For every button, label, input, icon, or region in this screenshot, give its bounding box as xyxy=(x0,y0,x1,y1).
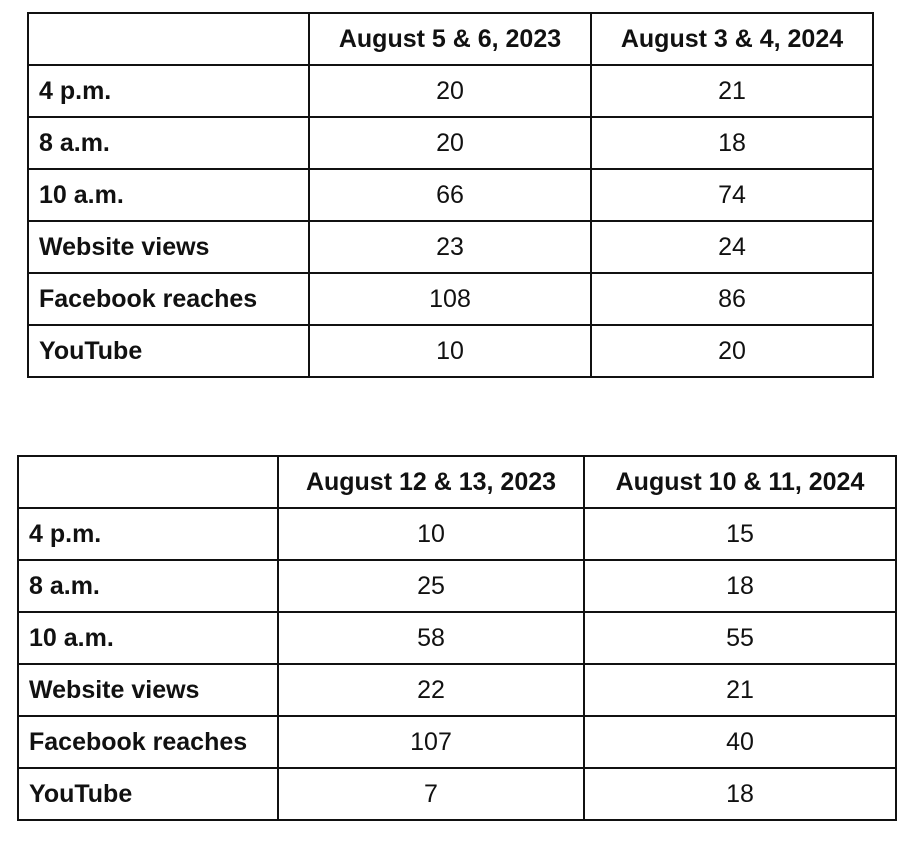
table-cell: 40 xyxy=(584,716,896,768)
table-row xyxy=(18,664,896,716)
table-cell: 20 xyxy=(591,325,873,377)
table-cell: 66 xyxy=(309,169,591,221)
table-row xyxy=(18,716,896,768)
attendance-table-2 xyxy=(17,455,897,821)
table-cell: 58 xyxy=(278,612,584,664)
table-cell: 7 xyxy=(278,768,584,820)
table-cell: 21 xyxy=(591,65,873,117)
row-label: Website views xyxy=(28,221,309,273)
table-cell: 55 xyxy=(584,612,896,664)
table-row xyxy=(28,325,873,377)
row-label: YouTube xyxy=(28,325,309,377)
table-cell: 18 xyxy=(584,768,896,820)
row-label: 4 p.m. xyxy=(28,65,309,117)
column-header: August 5 & 6, 2023 xyxy=(309,13,591,65)
table-row xyxy=(18,508,896,560)
table-cell: 21 xyxy=(584,664,896,716)
table-row xyxy=(18,560,896,612)
row-label: 8 a.m. xyxy=(28,117,309,169)
row-label: 10 a.m. xyxy=(18,612,278,664)
table-cell: 108 xyxy=(309,273,591,325)
table-cell: 15 xyxy=(584,508,896,560)
table-row xyxy=(18,768,896,820)
table-cell: 20 xyxy=(309,117,591,169)
header-corner-cell xyxy=(28,13,309,65)
table-cell: 24 xyxy=(591,221,873,273)
table-cell: 86 xyxy=(591,273,873,325)
row-label: 10 a.m. xyxy=(28,169,309,221)
table-cell: 25 xyxy=(278,560,584,612)
row-label: Facebook reaches xyxy=(18,716,278,768)
table-header-row xyxy=(18,456,896,508)
column-header: August 10 & 11, 2024 xyxy=(584,456,896,508)
row-label: Facebook reaches xyxy=(28,273,309,325)
table-cell: 20 xyxy=(309,65,591,117)
row-label: 8 a.m. xyxy=(18,560,278,612)
table-cell: 10 xyxy=(278,508,584,560)
table-header-row xyxy=(28,13,873,65)
table-row xyxy=(18,612,896,664)
header-corner-cell xyxy=(18,456,278,508)
table-row xyxy=(28,117,873,169)
table-cell: 18 xyxy=(584,560,896,612)
row-label: YouTube xyxy=(18,768,278,820)
table-row xyxy=(28,65,873,117)
table-cell: 18 xyxy=(591,117,873,169)
column-header: August 12 & 13, 2023 xyxy=(278,456,584,508)
table-cell: 22 xyxy=(278,664,584,716)
column-header: August 3 & 4, 2024 xyxy=(591,13,873,65)
table-cell: 107 xyxy=(278,716,584,768)
row-label: Website views xyxy=(18,664,278,716)
table-cell: 10 xyxy=(309,325,591,377)
table-cell: 23 xyxy=(309,221,591,273)
table-row xyxy=(28,273,873,325)
table-row xyxy=(28,221,873,273)
table-cell: 74 xyxy=(591,169,873,221)
table-row xyxy=(28,169,873,221)
attendance-table-1 xyxy=(27,12,874,378)
row-label: 4 p.m. xyxy=(18,508,278,560)
